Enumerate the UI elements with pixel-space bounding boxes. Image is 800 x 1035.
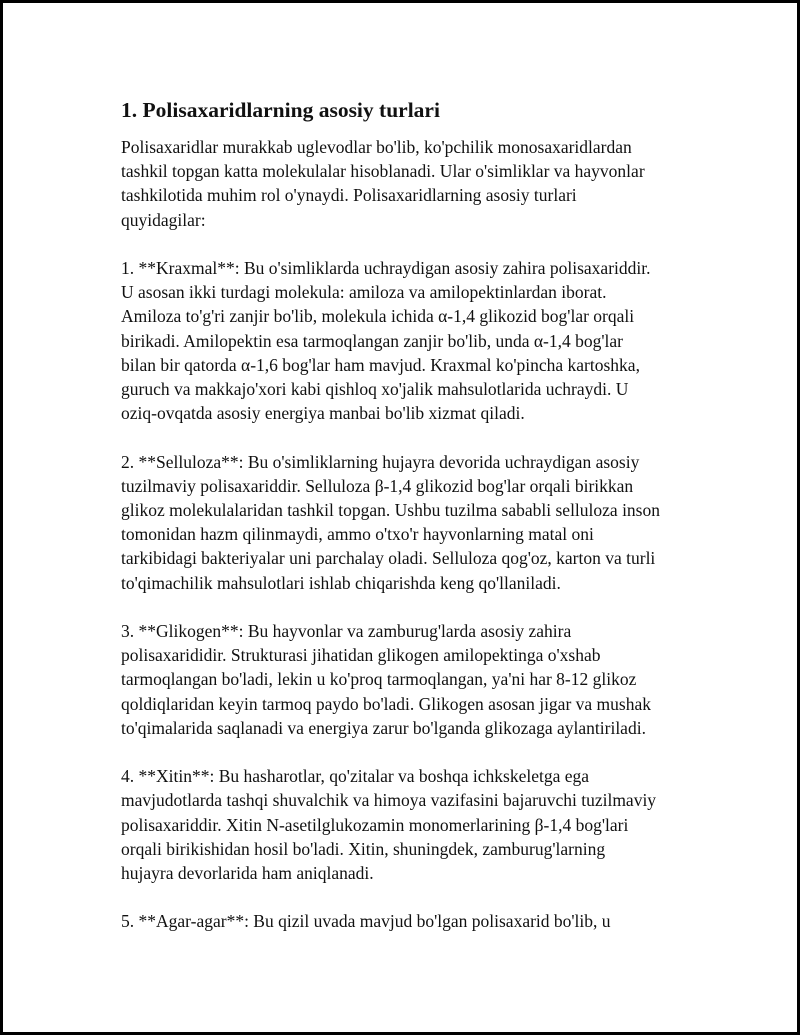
text-line: U asosan ikki turdagi molekula: amiloza va amilopektinlardan iborat. (121, 282, 607, 303)
paragraph-agar-agar (121, 909, 696, 933)
text-line: quyidagilar: (121, 209, 206, 230)
text-line: Polisaxaridlar murakkab uglevodlar bo'lib, ko'pchilik monosaxaridlardan (121, 137, 632, 157)
paragraph-glikogen (121, 619, 696, 740)
text-line: 4. **Xitin**: Bu hasharotlar, qo'zitalar va boshqa ichkskeletga ega (121, 766, 590, 787)
text-line: bilan bir qatorda α-1,6 bog'lar ham mavjud. Kraxmal ko'pincha kartoshka, (121, 354, 640, 375)
paragraph-selluloza (121, 450, 696, 595)
document-body (121, 97, 696, 958)
text-line: orqali birikishidan hosil bo'ladi. Xitin, shuningdek, zamburug'larning (121, 838, 606, 859)
text-line: mavjudotlarda tashqi shuvalchik va himoya vazifasini bajaruvchi tuzilmaviy (121, 790, 657, 811)
text-line: glikoz molekulalaridan tashkil topgan. Ushbu tuzilma sababli selluloza inson (121, 500, 660, 521)
text-line: polisaxarididir. Strukturasi jihatidan glikogen amilopektinga o'xshab (121, 645, 601, 666)
paragraph-kraxmal (121, 256, 696, 425)
text-line: tuzilmaviy polisaxariddir. Selluloza β-1,4 glikozid bog'lar orqali birikkan (121, 475, 634, 496)
text-line: tarkibidagi bakteriyalar uni parchalay oladi. Selluloza qog'oz, karton va turli (121, 548, 656, 569)
text-line: guruch va makkajo'xori kabi qishloq xo'jalik mahsulotlarida uchraydi. U (121, 379, 629, 400)
text-line: tarmoqlangan bo'ladi, lekin u ko'proq tarmoqlangan, ya'ni har 8-12 glikoz (121, 669, 637, 690)
text-line: 2. **Selluloza**: Bu o'simliklarning hujayra devorida uchraydigan asosiy (121, 451, 640, 472)
paragraph-intro (121, 135, 696, 232)
section-heading: 1. Polisaxaridlarning asosiy turlari (121, 98, 440, 122)
text-line: tashkil topgan katta molekulalar hisoblanadi. Ular o'simliklar va hayvonlar (121, 161, 645, 182)
text-line: tashkilotida muhim rol o'ynaydi. Polisaxaridlarning asosiy turlari (121, 185, 577, 206)
text-line: polisaxariddir. Xitin N-asetilglukozamin monomerlarining β-1,4 bog'lari (121, 814, 629, 835)
text-line: tomonidan hazm qilinmaydi, ammo o'txo'r hayvonlarning matal oni (121, 524, 594, 545)
text-line: to'qimalarida saqlanadi va energiya zarur bo'lganda glikozaga aylantiriladi. (121, 717, 646, 738)
text-line: birikadi. Amilopektin esa tarmoqlangan zanjir bo'lib, unda α-1,4 bog'lar (121, 330, 623, 351)
text-line: hujayra devorlarida ham aniqlanadi. (121, 863, 374, 884)
paragraph-xitin (121, 764, 696, 885)
text-line: 5. **Agar-agar**: Bu qizil uvada mavjud bo'lgan polisaxarid bo'lib, u (121, 911, 611, 932)
text-line: 3. **Glikogen**: Bu hayvonlar va zamburug'larda asosiy zahira (121, 621, 572, 642)
text-line: 1. **Kraxmal**: Bu o'simliklarda uchraydigan asosiy zahira polisaxariddir. (121, 258, 651, 278)
text-line: Amiloza to'g'ri zanjir bo'lib, molekula ichida α-1,4 glikozid bog'lar orqali (121, 306, 635, 327)
text-line: qoldiqlaridan keyin tarmoq paydo bo'ladi. Glikogen asosan jigar va mushak (121, 693, 651, 714)
text-line: to'qimachilik mahsulotlari ishlab chiqarishda keng qo'llaniladi. (121, 572, 561, 593)
text-line: oziq-ovqatda asosiy energiya manbai bo'lib xizmat qiladi. (121, 403, 525, 424)
